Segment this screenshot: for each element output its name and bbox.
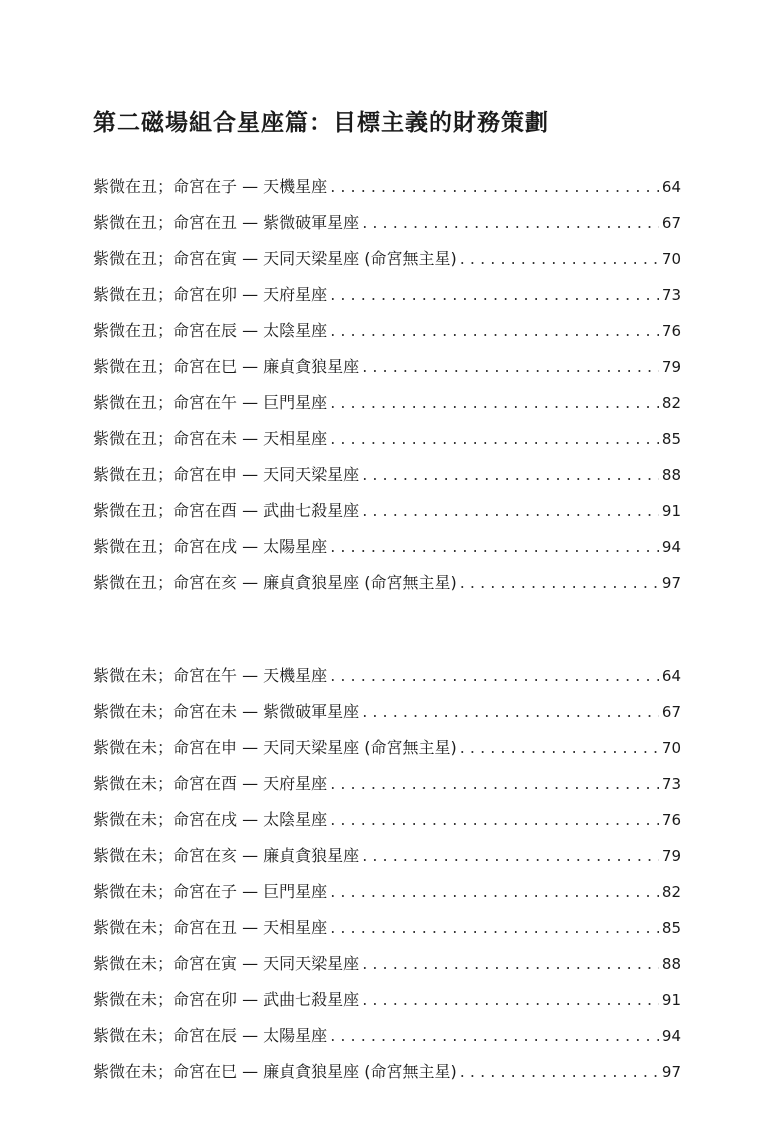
dot-leader <box>362 498 659 524</box>
dot-leader <box>330 915 659 941</box>
toc-entry[interactable] <box>93 771 681 807</box>
dot-leader <box>330 426 659 452</box>
dot-leader <box>460 570 659 596</box>
toc-entry-page: 97 <box>661 1063 681 1081</box>
dot-leader <box>330 318 659 344</box>
toc-entry[interactable] <box>93 951 681 987</box>
toc-entry-page: 64 <box>661 178 681 196</box>
toc-entry-page: 79 <box>661 358 681 376</box>
toc-entry-label: 紫微在未；命宮在卯 — 武曲七殺星座 <box>93 990 360 1009</box>
toc-entry[interactable] <box>93 1023 681 1059</box>
toc-entry-page: 85 <box>661 919 681 937</box>
dot-leader <box>362 354 659 380</box>
toc-entry-page: 76 <box>661 322 681 340</box>
toc-entry-page: 91 <box>661 991 681 1009</box>
dot-leader <box>330 879 659 905</box>
dot-leader <box>460 735 659 761</box>
toc-entry-label: 紫微在丑；命宮在丑 — 紫微破軍星座 <box>93 213 360 232</box>
toc-entry-page: 91 <box>661 502 681 520</box>
toc-entry-page: 67 <box>661 703 681 721</box>
toc-entry-page: 94 <box>661 1027 681 1045</box>
toc-entry-page: 88 <box>661 466 681 484</box>
toc-entry-label: 紫微在未；命宮在寅 — 天同天梁星座 <box>93 954 360 973</box>
toc-entry-page: 64 <box>661 667 681 685</box>
toc-entry-label: 紫微在丑；命宮在巳 — 廉貞貪狼星座 <box>93 357 360 376</box>
dot-leader <box>330 807 659 833</box>
dot-leader <box>330 282 659 308</box>
toc-entry-label: 紫微在未；命宮在子 — 巨門星座 <box>93 882 328 901</box>
toc-entry-page: 73 <box>661 775 681 793</box>
toc-entry[interactable] <box>93 699 681 735</box>
toc-entry-label: 紫微在丑；命宮在寅 — 天同天梁星座 (命宮無主星) <box>93 249 457 268</box>
dot-leader <box>330 1023 659 1049</box>
dot-leader <box>330 663 659 689</box>
toc-entry[interactable] <box>93 354 681 390</box>
toc-entry[interactable] <box>93 426 681 462</box>
toc-entry[interactable] <box>93 534 681 570</box>
toc-entry[interactable] <box>93 498 681 534</box>
dot-leader <box>362 951 659 977</box>
toc-entry-page: 70 <box>661 250 681 268</box>
toc-entry[interactable] <box>93 663 681 699</box>
dot-leader <box>362 843 659 869</box>
dot-leader <box>330 390 659 416</box>
toc-entry-label: 紫微在未；命宮在丑 — 天相星座 <box>93 918 328 937</box>
toc-entry[interactable] <box>93 735 681 771</box>
toc-entry-page: 70 <box>661 739 681 757</box>
toc-entry-label: 紫微在未；命宮在酉 — 天府星座 <box>93 774 328 793</box>
toc-entry-page: 73 <box>661 286 681 304</box>
toc-entry-label: 紫微在丑；命宮在亥 — 廉貞貪狼星座 (命宮無主星) <box>93 573 457 592</box>
toc-entry-label: 紫微在未；命宮在辰 — 太陽星座 <box>93 1026 328 1045</box>
toc-entry-label: 紫微在丑；命宮在未 — 天相星座 <box>93 429 328 448</box>
toc-entry-label: 紫微在丑；命宮在戌 — 太陽星座 <box>93 537 328 556</box>
toc-entry-label: 紫微在未；命宮在申 — 天同天梁星座 (命宮無主星) <box>93 738 457 757</box>
toc-entry-page: 85 <box>661 430 681 448</box>
toc-entry-page: 67 <box>661 214 681 232</box>
toc-entry-page: 79 <box>661 847 681 865</box>
toc-entry[interactable] <box>93 210 681 246</box>
toc-entry-label: 紫微在未；命宮在亥 — 廉貞貪狼星座 <box>93 846 360 865</box>
toc-entry[interactable] <box>93 462 681 498</box>
section-title: 第二磁場組合星座篇：目標主義的財務策劃 <box>93 110 549 136</box>
toc-entry-label: 紫微在未；命宮在午 — 天機星座 <box>93 666 328 685</box>
toc-entry[interactable] <box>93 807 681 843</box>
toc-entry-label: 紫微在丑；命宮在申 — 天同天梁星座 <box>93 465 360 484</box>
toc-entry[interactable] <box>93 318 681 354</box>
toc-entry-label: 紫微在未；命宮在未 — 紫微破軍星座 <box>93 702 360 721</box>
toc-entry[interactable] <box>93 915 681 951</box>
toc-entry-page: 82 <box>661 394 681 412</box>
toc-entry[interactable] <box>93 246 681 282</box>
toc-entry[interactable] <box>93 570 681 606</box>
dot-leader <box>362 210 659 236</box>
toc-entry-page: 97 <box>661 574 681 592</box>
toc-entry[interactable] <box>93 282 681 318</box>
toc-entry-page: 82 <box>661 883 681 901</box>
dot-leader <box>460 1059 659 1085</box>
toc-entry[interactable] <box>93 174 681 210</box>
toc-entry[interactable] <box>93 843 681 879</box>
toc-entry-label: 紫微在丑；命宮在辰 — 太陰星座 <box>93 321 328 340</box>
toc-entry-page: 76 <box>661 811 681 829</box>
toc-entry[interactable] <box>93 879 681 915</box>
dot-leader <box>460 246 659 272</box>
toc-entry-label: 紫微在丑；命宮在酉 — 武曲七殺星座 <box>93 501 360 520</box>
toc-entry[interactable] <box>93 390 681 426</box>
toc-entry-label: 紫微在丑；命宮在午 — 巨門星座 <box>93 393 328 412</box>
dot-leader <box>362 987 659 1013</box>
toc-group-zi-wei-in-chou <box>93 174 681 606</box>
toc-entry[interactable] <box>93 987 681 1023</box>
dot-leader <box>362 699 659 725</box>
toc-entry-label: 紫微在丑；命宮在子 — 天機星座 <box>93 177 328 196</box>
dot-leader <box>330 771 659 797</box>
dot-leader <box>330 174 659 200</box>
toc-entry[interactable] <box>93 1059 681 1095</box>
toc-entry-page: 94 <box>661 538 681 556</box>
toc-entry-page: 88 <box>661 955 681 973</box>
toc-group-zi-wei-in-wei <box>93 663 681 1095</box>
dot-leader <box>330 534 659 560</box>
dot-leader <box>362 462 659 488</box>
toc-entry-label: 紫微在未；命宮在巳 — 廉貞貪狼星座 (命宮無主星) <box>93 1062 457 1081</box>
toc-entry-label: 紫微在未；命宮在戌 — 太陰星座 <box>93 810 328 829</box>
toc-entry-label: 紫微在丑；命宮在卯 — 天府星座 <box>93 285 328 304</box>
